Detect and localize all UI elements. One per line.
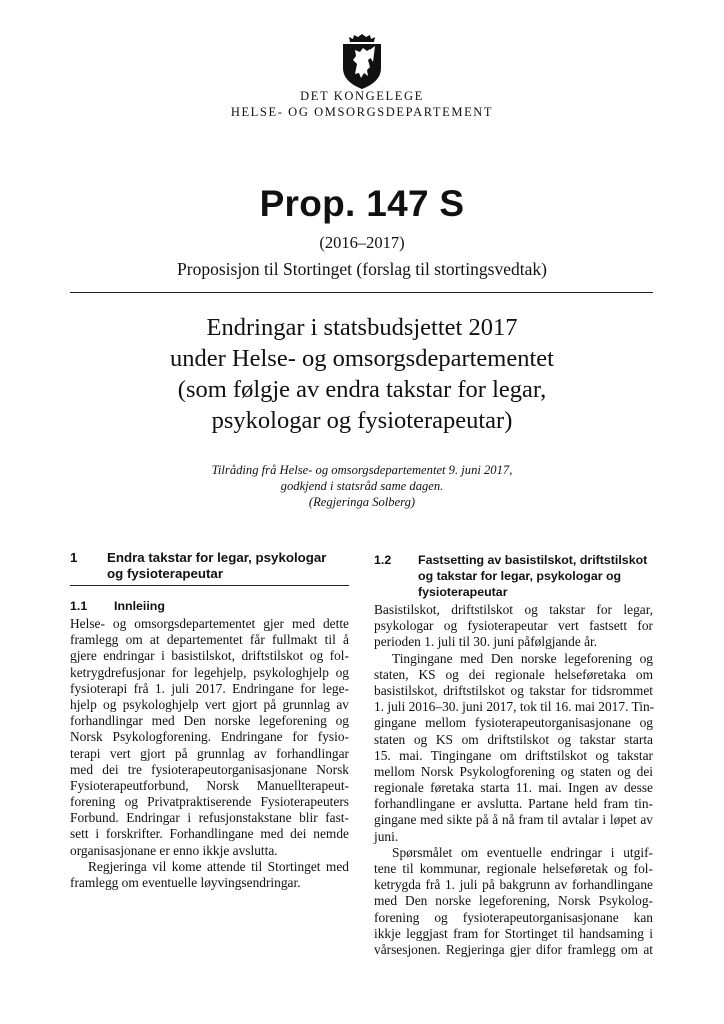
text-line: 1. juli 2016–30. juni 2017, tok til 16. mai 2017. Tin- bbox=[374, 699, 655, 715]
text-line: Tingingane med Den norske legeforening og bbox=[392, 650, 653, 666]
text-line: gingane med sikte på å nå fram til avtalar i løpet av bbox=[374, 812, 653, 828]
text-line: organisasjonane er enno ikkje avslutta. bbox=[70, 842, 278, 858]
right-column bbox=[374, 552, 653, 958]
text-line: framlegg om at departementet får fullmakt til å bbox=[70, 632, 349, 648]
text-line: vårsesjonen. Regjeringa gjer difor framlegg om at bbox=[374, 941, 653, 957]
text-line: forening og fysioterapeutorganisasjonane kan bbox=[374, 909, 653, 925]
section-heading-1-1 bbox=[70, 598, 349, 614]
text-line: Forbund. Endringar i refusjonstakstane blir fast- bbox=[70, 810, 349, 826]
coat-of-arms-icon bbox=[337, 32, 387, 90]
text-line: Regjeringa vil kome attende til Stortinget med bbox=[88, 858, 349, 874]
text-line: gjere endringar i basistilskot, driftstilskot og fol- bbox=[70, 648, 349, 664]
text-line: forhandlingar med Den norske legeforening og bbox=[70, 713, 349, 729]
document-title-line: under Helse- og omsorgsdepartementet bbox=[170, 345, 554, 372]
paragraph bbox=[374, 651, 653, 845]
text-line: ikkje leggjast fram for Stortinget til handsaming i bbox=[374, 925, 653, 941]
section-title bbox=[418, 552, 647, 600]
text-line: juni. bbox=[374, 828, 399, 844]
section-title-line: Endra takstar for legar, psykologar bbox=[107, 550, 327, 565]
section-title: Innleiing bbox=[114, 599, 165, 613]
proposition-type: Proposisjon til Stortinget (forslag til stortingsvedtak) bbox=[177, 259, 547, 279]
text-line: forening og Privatpraktiserende Fysioterapeuters bbox=[70, 794, 349, 810]
recommendation bbox=[60, 462, 664, 510]
text-line: Fysioterapeutforbund, Norsk Manuellterapeut- bbox=[70, 777, 349, 793]
text-line: ketrygda frå 1. juli på bakgrunn av forhandlingane bbox=[374, 877, 653, 893]
left-column bbox=[70, 550, 349, 891]
text-line: med dei tre fysioterapeutorganisasjonane Norsk bbox=[70, 761, 349, 777]
ministry-line-2: HELSE- OG OMSORGSDEPARTEMENT bbox=[230, 105, 494, 119]
text-line: Norsk Psykologforening. Endringane for fysio- bbox=[70, 729, 349, 745]
document-title-line: Endringar i statsbudsjettet 2017 bbox=[206, 314, 518, 341]
section-number: 1.1 bbox=[70, 599, 88, 613]
section-title-line: og takstar for legar, psykologar og bbox=[418, 569, 622, 583]
document-title bbox=[60, 312, 664, 436]
text-line: tene til kommunar, regionale helseføretak og fol- bbox=[374, 861, 653, 876]
text-line: mellom Norsk Psykologforening og staten og dei bbox=[374, 763, 653, 779]
section-title-line: og fysioterapeutar bbox=[107, 566, 224, 581]
paragraph bbox=[70, 859, 349, 891]
document-title-line: psykologar og fysioterapeutar) bbox=[211, 407, 513, 434]
text-line: fysioterapi frå 1. juli 2017. Endringane for lege- bbox=[70, 680, 349, 696]
recommendation-line: godkjend i statsråd same dagen. bbox=[280, 479, 444, 493]
text-line: perioden 1. juli til 30. juni påfølgjande år. bbox=[374, 634, 598, 650]
title-divider bbox=[70, 292, 653, 293]
text-line: Helse- og omsorgsdepartementet gjer med dette bbox=[70, 616, 349, 631]
proposition-number: Prop. 147 S bbox=[259, 183, 465, 224]
text-line: ketrygdrefusjonar for legehjelp, psykologhjelp og bbox=[70, 664, 349, 680]
text-line: staten og KS om driftstilskot og takstar starta bbox=[374, 731, 653, 747]
section-number: 1.2 bbox=[374, 553, 392, 567]
document-title-line: (som følgje av endra takstar for legar, bbox=[177, 376, 547, 403]
text-line: terapi vert gjort på grunnlag av forhandlingar bbox=[70, 745, 349, 761]
section-heading-1 bbox=[70, 550, 349, 586]
paragraph bbox=[374, 602, 653, 651]
ministry-line-1: DET KONGELEGE bbox=[300, 89, 424, 103]
text-line: staten, KS og dei regionale helseføretaka om bbox=[374, 666, 653, 682]
text-line: Basistilskot, driftstilskot og takstar for legar, bbox=[374, 602, 653, 617]
text-line: regionale føretaka starta 11. mai. Ingen av desse bbox=[374, 780, 653, 796]
section-title bbox=[107, 550, 326, 582]
paragraph bbox=[70, 616, 349, 859]
recommendation-line: (Regjeringa Solberg) bbox=[308, 495, 416, 509]
text-line: forhandlingane er avslutta. Partane held fram tin- bbox=[374, 796, 653, 812]
text-line: 15. mai. Tingingane om driftstilskot og takstar bbox=[374, 747, 653, 763]
recommendation-line: Tilråding frå Helse- og omsorgsdepartementet 9. juni 2017, bbox=[211, 463, 513, 477]
text-line: sett i forskrifter. Forhandlingane med dei nemde bbox=[70, 826, 349, 842]
text-line: framlegg om eventuelle løyvingsendringar. bbox=[70, 875, 301, 890]
section-heading-1-2 bbox=[374, 552, 653, 600]
text-line: Spørsmålet om eventuelle endringar i utgif- bbox=[392, 844, 653, 860]
text-line: gingane mellom fysioterapeutorganisasjonane og bbox=[374, 715, 653, 731]
text-line: med Den norske legeforening, Norsk Psykolog- bbox=[374, 893, 653, 909]
text-line: psykologar og fysioterapeutar vert fastsett for bbox=[374, 618, 653, 634]
section-number: 1 bbox=[70, 550, 78, 565]
section-title-line: fysioterapeutar bbox=[418, 585, 508, 599]
text-line: hjelp og psykologhjelp vert gjort på grunnlag av bbox=[70, 696, 349, 712]
proposition-years: (2016–2017) bbox=[319, 233, 405, 252]
text-line: basistilskot, driftstilskot og takstar for tidsrommet bbox=[374, 682, 653, 698]
section-title-line: Fastsetting av basistilskot, driftstilskot bbox=[418, 553, 648, 567]
paragraph bbox=[374, 845, 653, 958]
